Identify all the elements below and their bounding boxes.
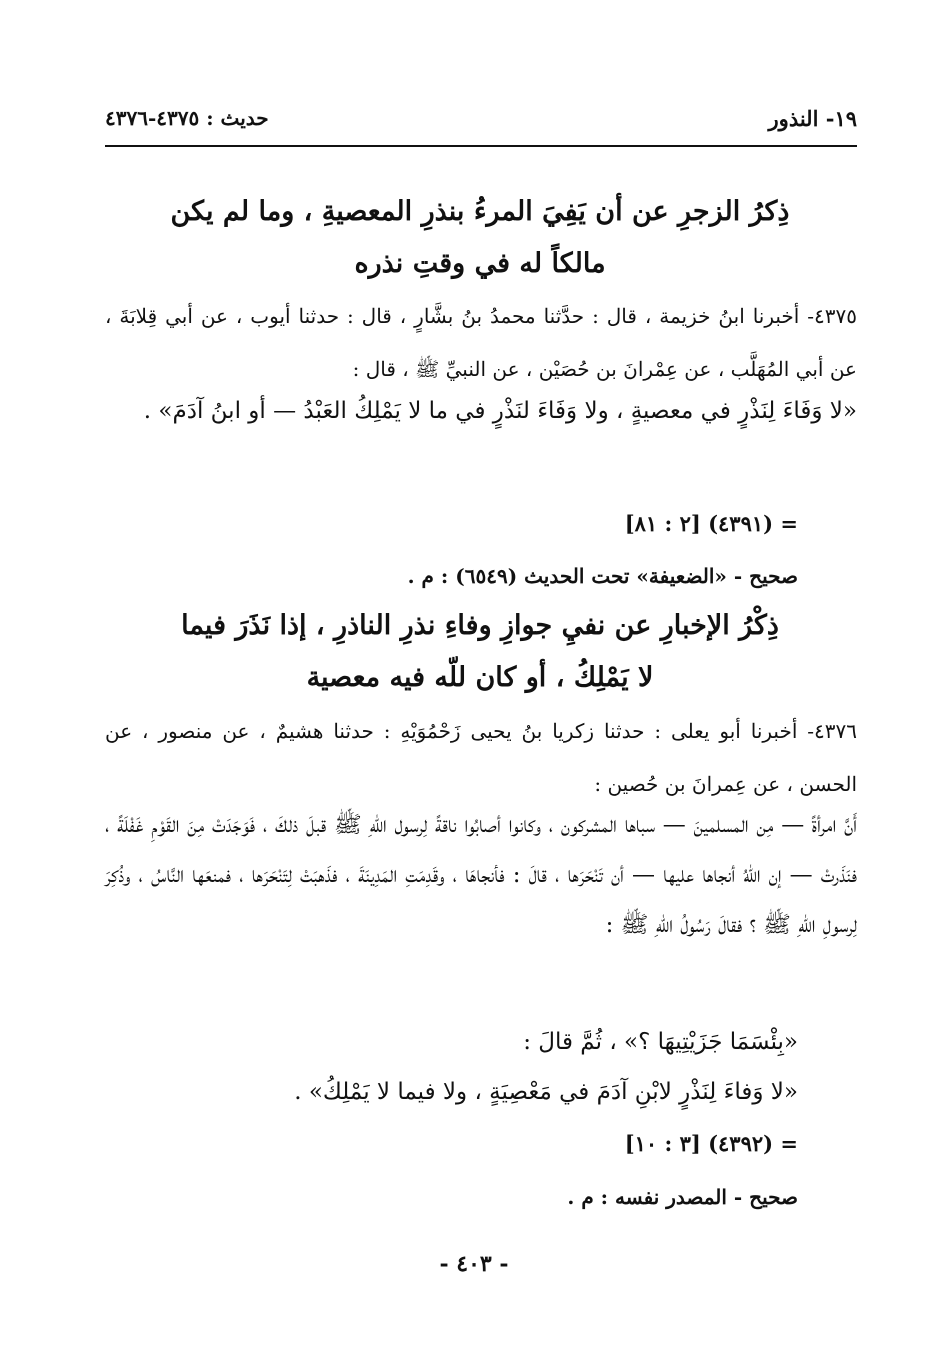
isnad-4375: ٤٣٧٥- أخبرنا ابنُ خزيمة ، قال : حدَّثنا محمدُ بنُ بشَّارٍ ، قال : حدثنا أيوب ، عن أبي قِلابَةَ ، عن أبي المُهَلَّب ، عن عِمْرانَ بن حُصَيْن ، عن النبيِّ ﷺ ، قال : <box>105 304 857 381</box>
page-number: - ٤٠٣ - <box>439 1251 509 1277</box>
section-title-1: ذِكرُ الزجرِ عن أن يَفِيَ المرءُ بنذرِ المعصيةِ ، وما لم يكن مالكاً له في وقتِ نذره <box>170 196 790 279</box>
matn-4375: «لا وَفَاءَ لِنَذْرٍ في معصيةٍ ، ولا وَفَاءَ لنَذْرٍ في ما لا يَمْلِكُ العَبْدُ — أو ابنُ آدَمَ» . <box>143 398 857 424</box>
matn-4376-quote2: «لا وَفاءَ لِنَذْرٍ لابْنِ آدَمَ في مَعْصِيَةٍ ، ولا فيما لا يَمْلِكُ» . <box>294 1079 798 1105</box>
cross-reference-2: = (٤٣٩٢) [٣ : ١٠] <box>624 1131 798 1156</box>
isnad-4376: ٤٣٧٦- أخبرنا أبو يعلى : حدثنا زكريا بنُ يحيى زَحْمُوَيْهِ : حدثنا هشيمٌ ، عن منصور ، عن الحسن ، عن عِمرانَ بن حُصين : <box>105 719 857 796</box>
grading-1: صحيح - «الضعيفة» تحت الحديث (٦٥٤٩) : م . <box>407 564 798 588</box>
section-title-2: ذِكْرُ الإخبارِ عن نفيِ جوازِ وفاءِ نذرِ الناذرِ ، إذا نَذَرَ فيما لا يَمْلِكُ ، أو كان للّه فيه معصية <box>181 610 779 693</box>
header-rule <box>105 145 857 147</box>
matn-4376-story: أَنَّ امرأةً — مِن المسلمينَ — سباها المشركون ، وكانوا أصابُوا ناقةً لِرسول اللّهِ ﷺ قبلَ ذلكَ ، فَوَجَدَتْ مِنَ القَوْمِ غَفْلَةً ، فنَذَرتْ — إن اللّهُ أنجاها عليها — أن تَنْحَرَها ، قالَ : فأنجاهَا ، وقَدِمَتِ المَدِينَةَ ، فذَهبَتْ لِتَنْحَرَها ، فمنعَها النَّاسُ ، وذُكِرَ لِرسولِ اللّهِ ﷺ ؟ فقالَ رَسُولُ اللّهِ ﷺ : <box>105 812 857 938</box>
cross-reference-1: = (٤٣٩١) [٢ : ٨١] <box>624 511 798 536</box>
running-header <box>105 106 857 136</box>
chapter-title: ١٩- النذور <box>768 106 857 131</box>
matn-4376-quote1: «بِئْسَمَا جَزَيْتِيهَا ؟» ، ثُمَّ قالَ : <box>523 1029 798 1055</box>
hadith-range: حديث : ٤٣٧٥-٤٣٧٦ <box>105 106 269 130</box>
grading-2: صحيح - المصدر نفسه : م . <box>567 1185 798 1209</box>
